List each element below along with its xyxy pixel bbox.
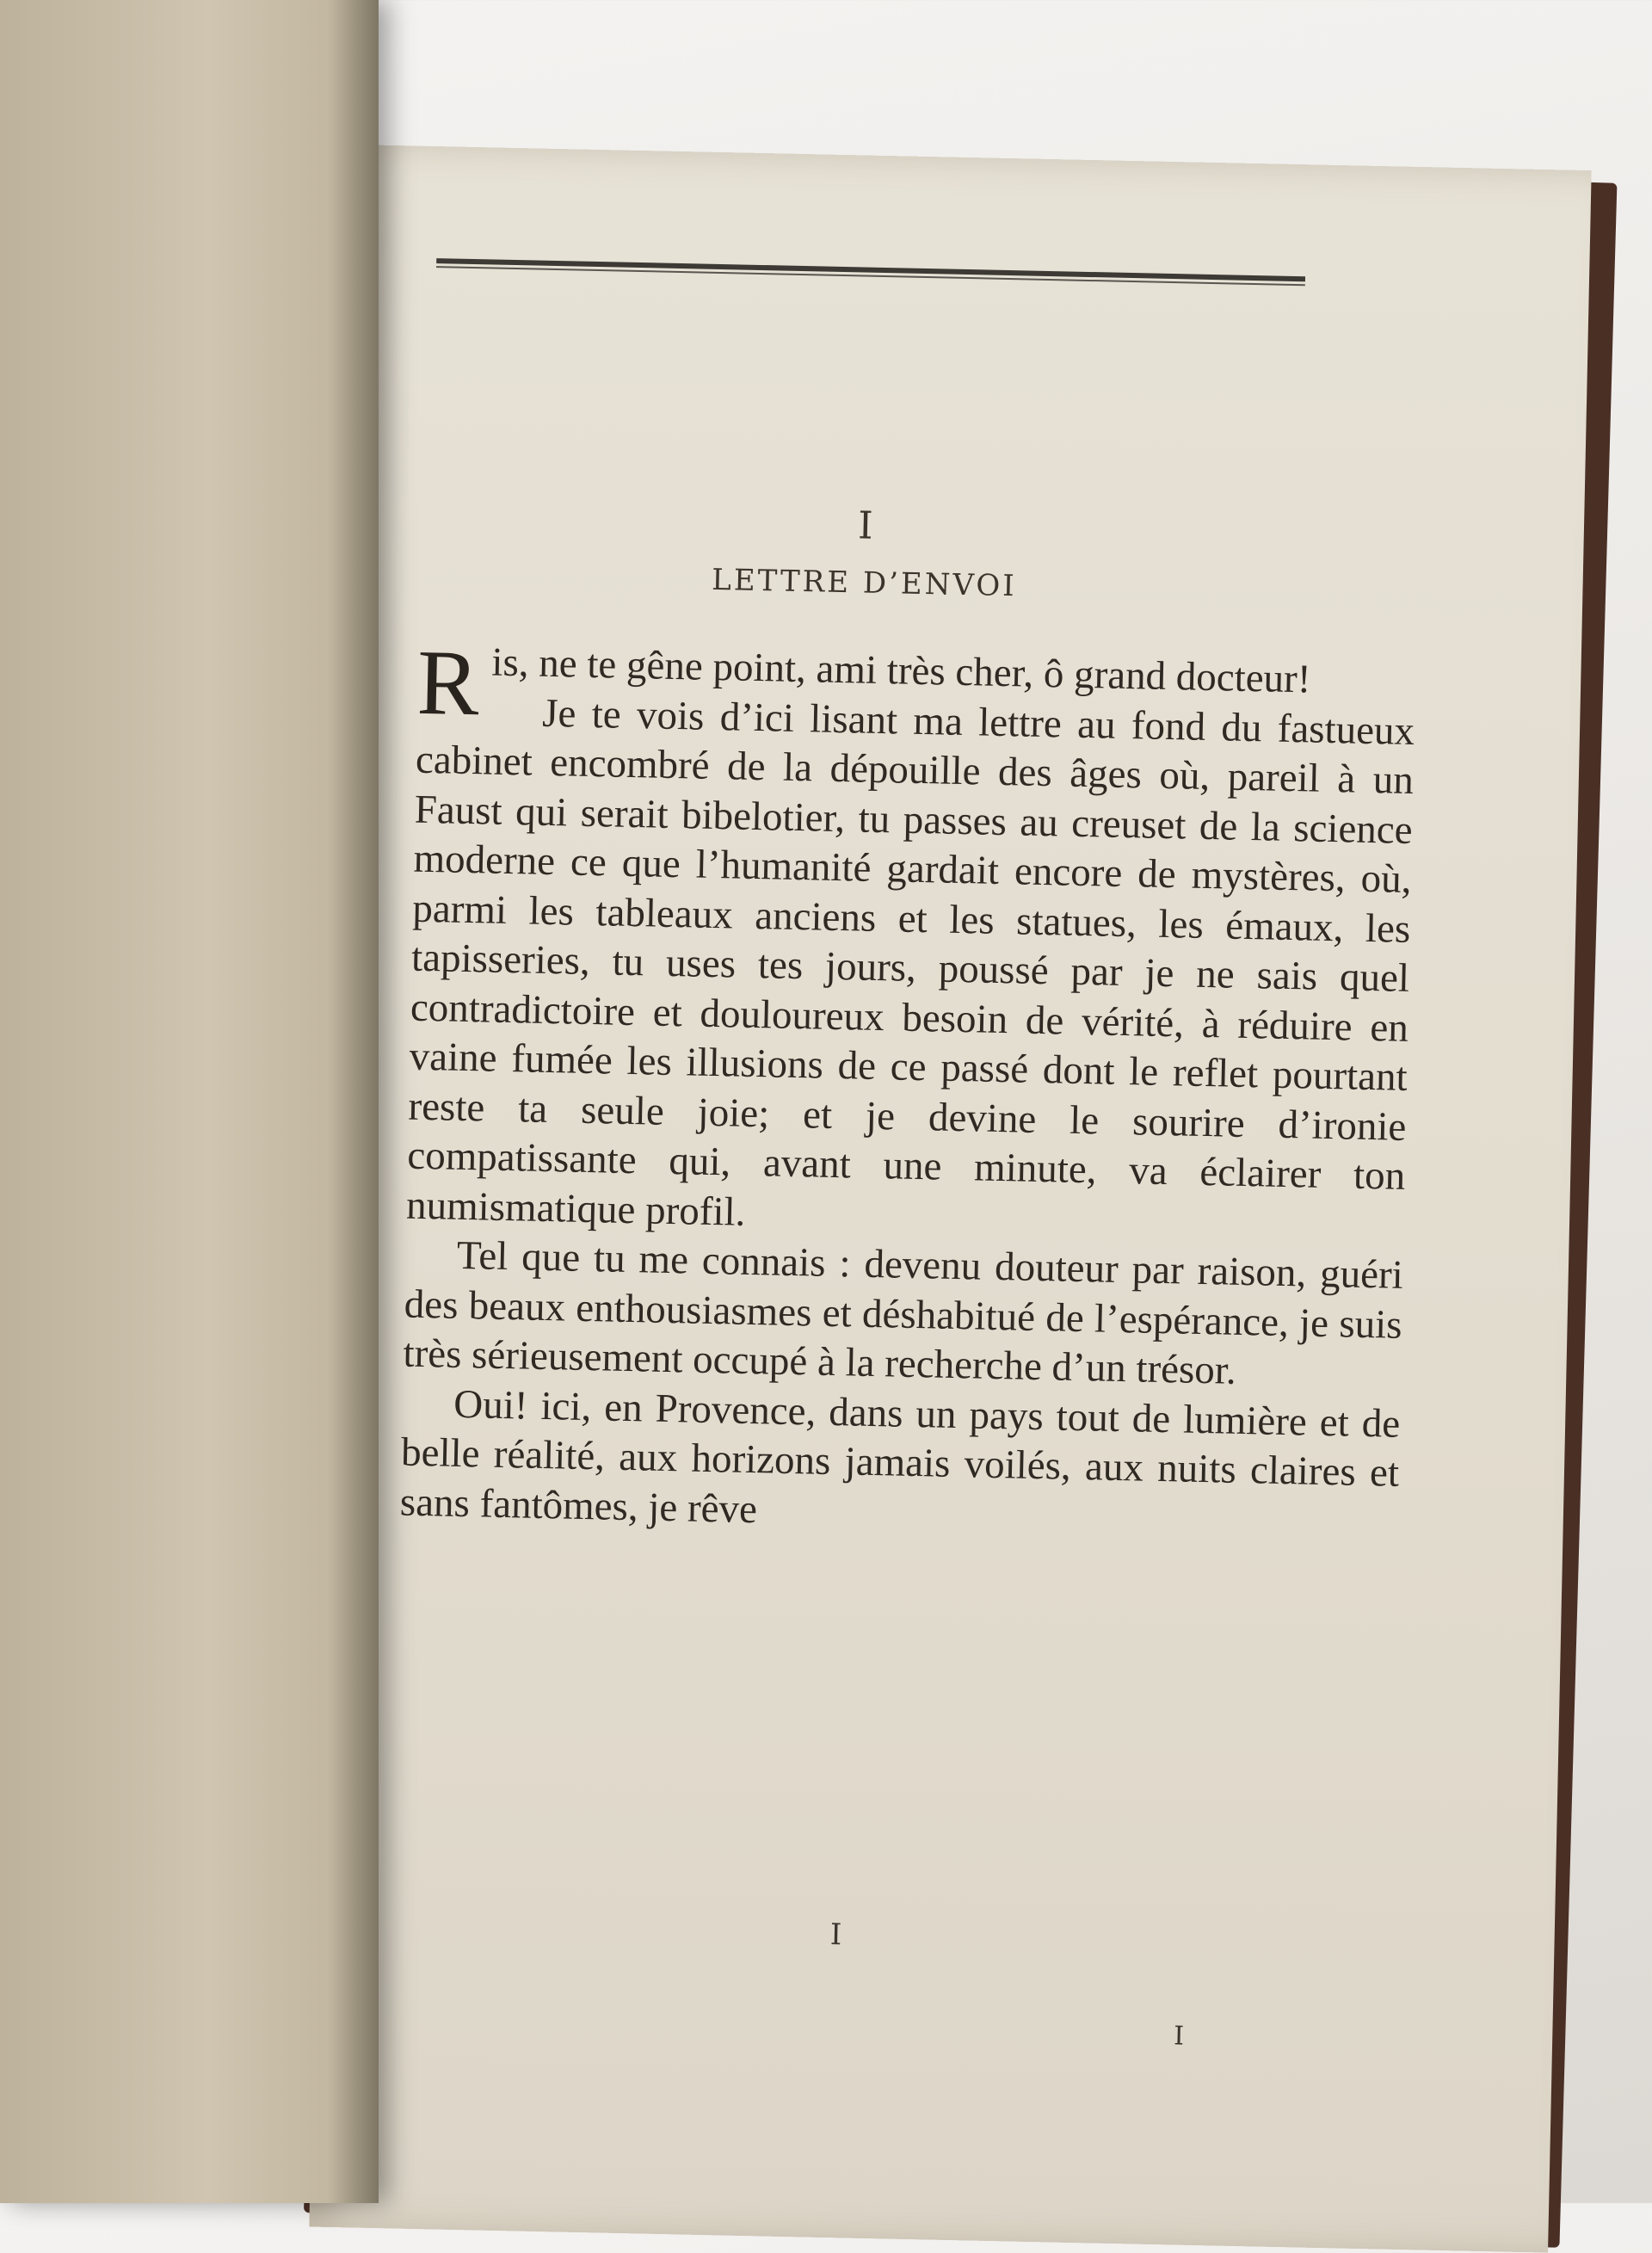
book-page xyxy=(309,145,1591,2253)
header-rule xyxy=(436,258,1305,286)
signature-mark: I xyxy=(1173,2021,1185,2052)
paragraph-4: Oui! ici, en Provence, dans un pays tout de lumière et de belle réalité, aux horizons jamais voilés, aux nuits claires et sans fantômes, je rêve xyxy=(399,1381,1401,1532)
drop-cap: R xyxy=(416,631,481,736)
page-number: I xyxy=(829,1917,842,1953)
paragraph-3: Tel que tu me connais : devenu douteur par raison, guéri des beaux enthousiasmes et déshabitué de l’espérance, je suis très sérieusement occupé à la recherche d’un trésor. xyxy=(403,1232,1404,1393)
left-page xyxy=(0,0,379,2203)
paragraph-1-text: is, ne te gêne point, ami très cher, ô grand docteur! xyxy=(490,639,1311,702)
body-text xyxy=(399,631,1415,1548)
chapter-title: LETTRE D’ENVOI xyxy=(711,562,1018,604)
paragraph-2: Je te vois d’ici lisant ma lettre au fond du fastueux cabinet encombré de la dépouille des âges où, pareil à un Faust qui serait bibelotier, tu passes au creuset de la science moderne ce que l’humanité gardait encore de mystères, où, parmi les tableaux anciens et les statues, les émaux, les tapisseries, tu uses tes jours, poussé par je ne sais quel contradictoire et douloureux besoin de vérité, à réduire en vaine fumée les illusions de ce passé dont le reflet pourtant reste ta seule joie; et je devine le sourire d’ironie compatissante qui, avant une minute, va éclairer ton numismatique profil. xyxy=(405,690,1415,1235)
chapter-number: I xyxy=(857,503,874,548)
gutter-shadow xyxy=(327,0,379,2203)
